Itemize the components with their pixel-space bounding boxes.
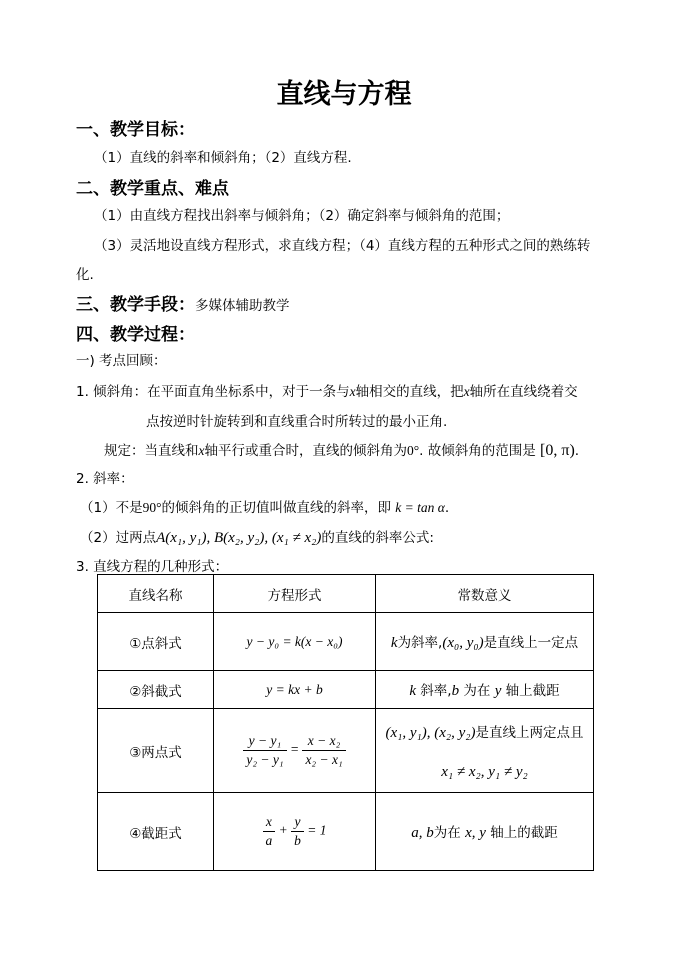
slope-definition: （1）不是90°的倾斜角的正切值叫做直线的斜率，即 k = tan α. xyxy=(80,500,450,516)
page-title: 直线与方程 xyxy=(276,79,412,110)
table-row xyxy=(98,793,594,871)
table-header-row xyxy=(98,575,594,613)
form-meaning: k为斜率,(x₀, y₀)是直线上一定点 xyxy=(376,613,594,671)
form-meaning: (x₁, y₁), (x₂, y₂)是直线上两定点且 x₁ ≠ x₂, y₁ ≠ y₂ xyxy=(376,709,594,793)
inclination-definition-cont: 点按逆时针旋转到和直线重合时所转过的最小正角. xyxy=(146,414,448,430)
form-name: ③两点式 xyxy=(98,709,214,793)
table-row xyxy=(98,671,594,709)
line-forms-label: 3. 直线方程的几种形式： xyxy=(76,559,229,575)
line-forms-table xyxy=(97,574,594,871)
form-equation: $\frac{x}{a}$ + $\frac{y}{b}$ = 1 xyxy=(214,793,376,871)
section-3 xyxy=(76,290,290,315)
section-1-text: （1）直线的斜率和倾斜角；（2）直线方程. xyxy=(94,150,352,166)
section-4-heading: 四、教学过程： xyxy=(76,325,195,345)
form-equation: y − y₀ = k(x − x₀) xyxy=(214,613,376,671)
table-row xyxy=(98,709,594,793)
inclination-rule: 规定：当直线和x轴平行或重合时，直线的倾斜角为0°. 故倾斜角的范围是 [0, π). xyxy=(104,442,580,459)
section-2-line-1: （1）由直线方程找出斜率与倾斜角；（2）确定斜率与倾斜角的范围； xyxy=(94,208,510,224)
form-meaning: k 斜率,b 为在 y 轴上截距 xyxy=(376,671,594,709)
table-row xyxy=(98,613,594,671)
header-cell: 方程形式 xyxy=(214,575,376,613)
section-2-heading: 二、教学重点、难点 xyxy=(76,179,229,199)
form-meaning: a, b为在 x, y 轴上的截距 xyxy=(376,793,594,871)
header-cell: 常数意义 xyxy=(376,575,594,613)
section-1-heading: 一、教学目标： xyxy=(76,120,195,140)
form-equation: y = kx + b xyxy=(214,671,376,709)
inclination-definition: 1. 倾斜角：在平面直角坐标系中，对于一条与x轴相交的直线，把x轴所在直线绕着交 xyxy=(76,384,578,400)
form-name: ①点斜式 xyxy=(98,613,214,671)
form-name: ②斜截式 xyxy=(98,671,214,709)
header-cell: 直线名称 xyxy=(98,575,214,613)
section-2-line-3: 化. xyxy=(76,267,94,283)
form-equation: $\frac{\text{y − y₁}}{\text{y₂ − y₁}}$ = $\frac{\text{x − x₂}}{\text{x₂ − x₁}}$ xyxy=(214,709,376,793)
slope-two-points: （2）过两点A(x₁, y₁), B(x₂, y₂), (x₁ ≠ x₂)的直线的斜率公式: xyxy=(80,530,434,546)
section-3-heading: 三、教学手段： xyxy=(76,295,195,315)
section-3-text: 多媒体辅助教学 xyxy=(195,298,290,314)
section-4-subheading: 一) 考点回顾： xyxy=(76,353,167,369)
form-name: ④截距式 xyxy=(98,793,214,871)
slope-label: 2. 斜率： xyxy=(76,471,134,487)
section-2-line-2: （3）灵活地设直线方程形式，求直线方程；（4）直线方程的五种形式之间的熟练转 xyxy=(94,238,591,254)
